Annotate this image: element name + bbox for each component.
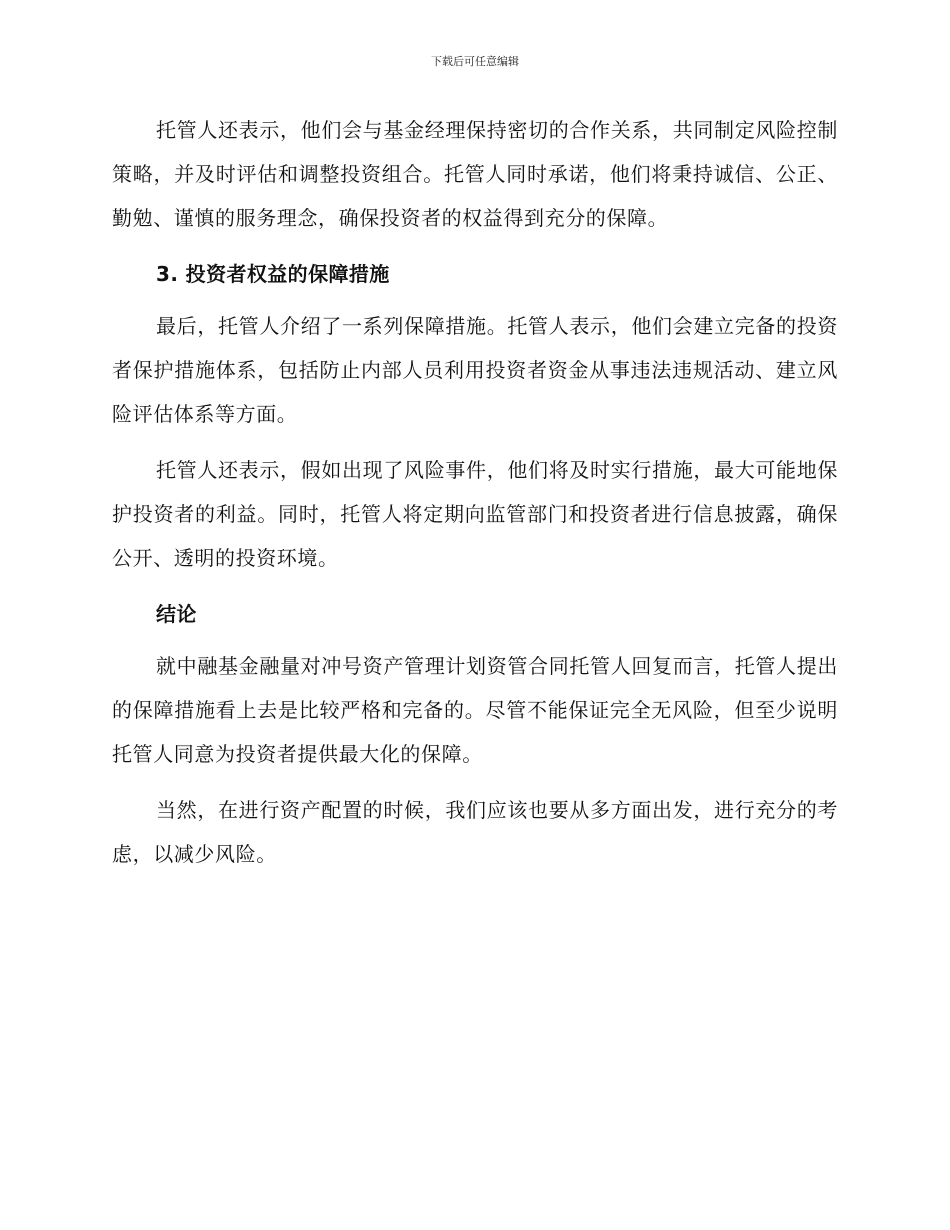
paragraph-closing: 当然，在进行资产配置的时候，我们应该也要从多方面出发，进行充分的考虑，以减少风险。 — [112, 798, 838, 866]
document-body — [112, 108, 838, 888]
page-header: 下载后可任意编辑 — [431, 55, 519, 68]
section-heading-conclusion: 结论 — [156, 602, 197, 626]
paragraph-conclusion: 就中融基金融量对冲号资产管理计划资管合同托管人回复而言，托管人提出的保障措施看上去是比较严格和完备的。尽管不能保证完全无风险，但至少说明托管人同意为投资者提供最大化的保障。 — [112, 654, 838, 766]
paragraph-protection-system: 最后，托管人介绍了一系列保障措施。托管人表示，他们会建立完备的投资者保护措施体系，包括防止内部人员利用投资者资金从事违法违规活动、建立风险评估体系等方面。 — [112, 314, 838, 426]
paragraph-risk-events: 托管人还表示，假如出现了风险事件，他们将及时实行措施，最大可能地保护投资者的利益。同时，托管人将定期向监管部门和投资者进行信息披露，确保公开、透明的投资环境。 — [112, 458, 838, 570]
paragraph-custodian-cooperation: 托管人还表示，他们会与基金经理保持密切的合作关系，共同制定风险控制策略，并及时评估和调整投资组合。托管人同时承诺，他们将秉持诚信、公正、勤勉、谨慎的服务理念，确保投资者的权益得到充分的保障。 — [112, 118, 838, 230]
section-heading-protection-measures: 3. 投资者权益的保障措施 — [156, 262, 390, 286]
